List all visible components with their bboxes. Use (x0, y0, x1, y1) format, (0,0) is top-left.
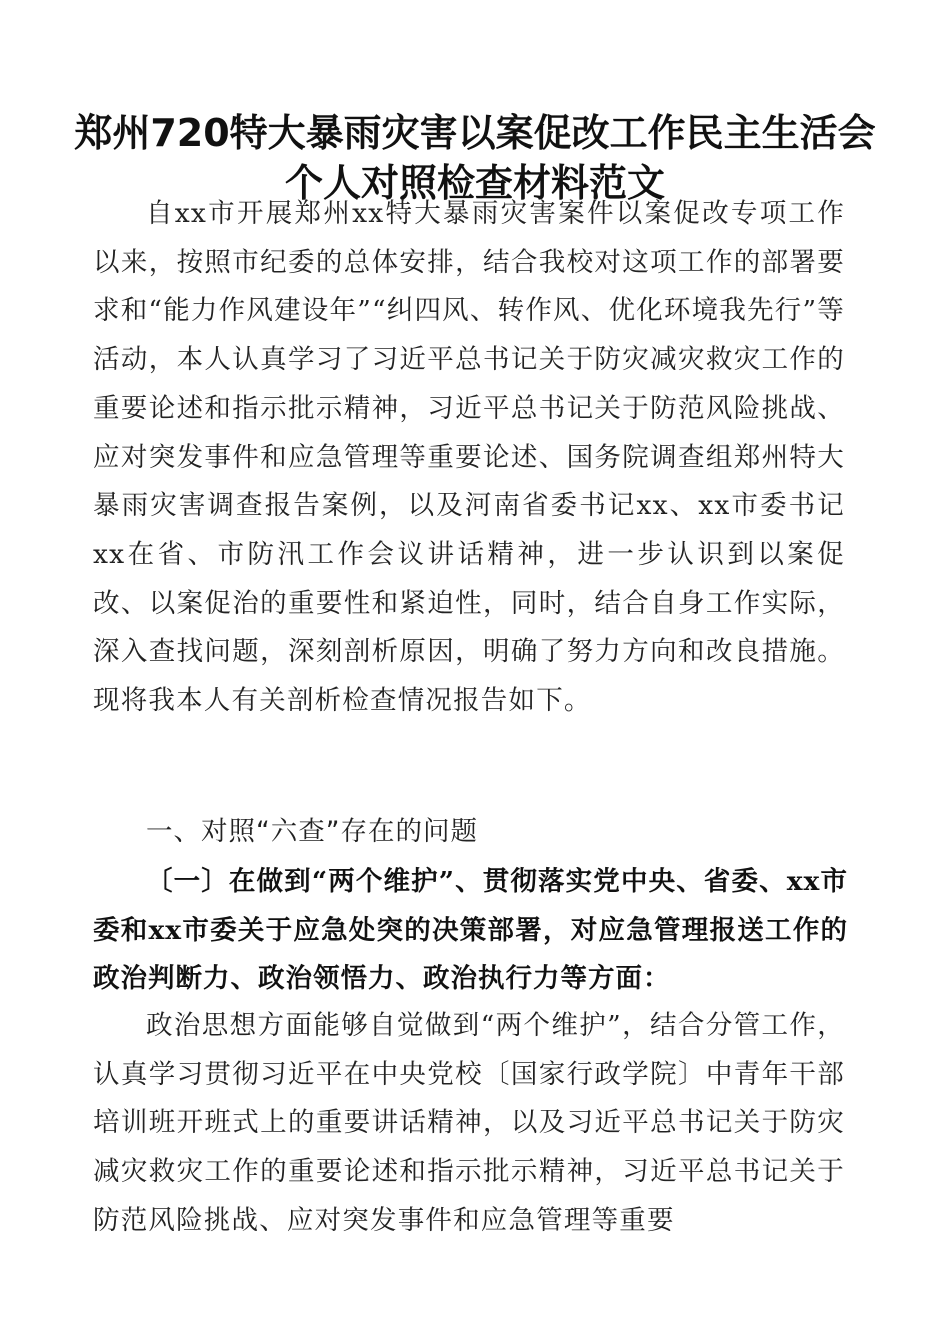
section-heading: 一、对照“六查”存在的问题 (146, 816, 478, 847)
subsection-heading: 〔一〕在做到“两个维护”、贯彻落实党中央、省委、xx市委和xx市委关于应急处突的决策部署，对应急管理报送工作的政治判断力、政治领悟力、政治执行力等方面： (93, 866, 848, 994)
body-paragraph: 政治思想方面能够自觉做到“两个维护”，结合分管工作，认真学习贯彻习近平在中央党校〔国家行政学院〕中青年干部培训班开班式上的重要讲话精神，以及习近平总书记关于防灾减灾救灾工作的重要论述和指示批示精神，习近平总书记关于防范风险挑战、应对突发事件和应急管理等重要 (93, 1010, 845, 1236)
intro-paragraph: 自xx市开展郑州xx特大暴雨灾害案件以案促改专项工作以来，按照市纪委的总体安排，结合我校对这项工作的部署要求和“能力作风建设年”“纠四风、转作风、优化环境我先行”等活动，本人认真学习了习近平总书记关于防灾减灾救灾工作的重要论述和指示批示精神，习近平总书记关于防范风险挑战、应对突发事件和应急管理等重要论述、国务院调查组郑州特大暴雨灾害调查报告案例，以及河南省委书记xx、xx市委书记xx在省、市防汛工作会议讲话精神，进一步认识到以案促改、以案促治的重要性和紧迫性，同时，结合自身工作实际，深入查找问题，深刻剖析原因，明确了努力方向和改良措施。现将我本人有关剖析检查情况报告如下。 (93, 198, 845, 717)
document-title: 郑州720特大暴雨灾害以案促改工作民主生活会个人对照检查材料范文 (74, 111, 876, 205)
